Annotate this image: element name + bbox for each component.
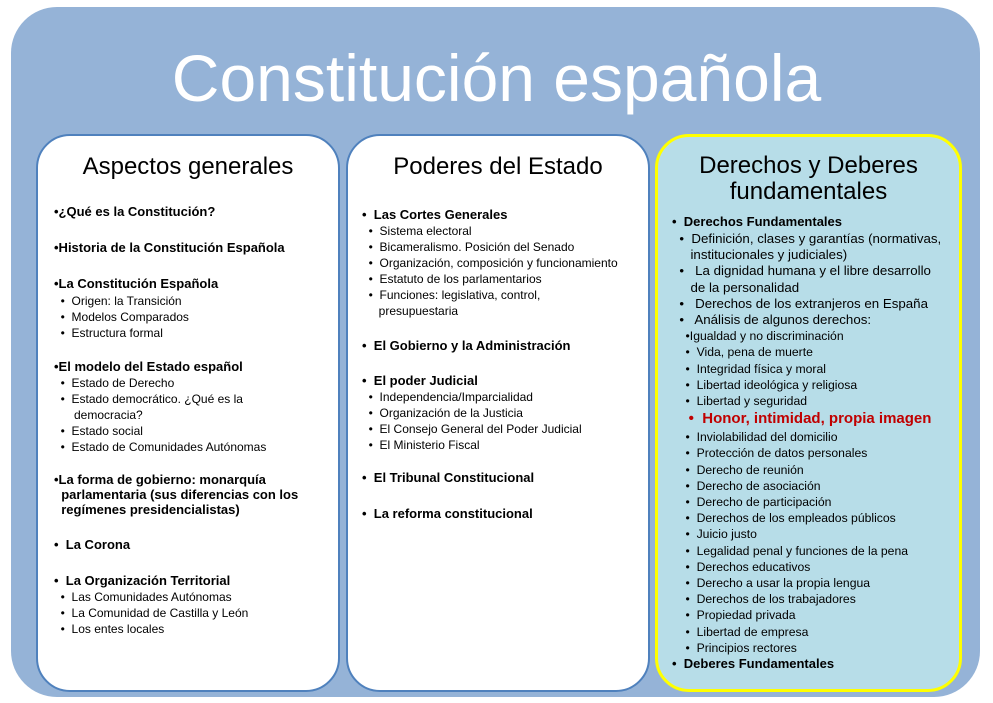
list-item: • Estado democrático. ¿Qué es la democracia? [60, 392, 243, 422]
list-item: • Juicio justo [672, 527, 757, 542]
column-items [672, 214, 962, 671]
section-heading: •La forma de gobierno: monarquía parlamentaria (sus diferencias con los regímenes presidencialistas) [54, 472, 299, 517]
list-item: • Integridad física y moral [672, 361, 826, 376]
section-heading: • Las Cortes Generales [362, 207, 508, 222]
section-heading: • Deberes Fundamentales [672, 656, 835, 672]
section-heading: • La Organización Territorial [54, 573, 231, 588]
list-item: • Legalidad penal y funciones de la pena [672, 543, 909, 558]
list-item: • Honor, intimidad, propia imagen [672, 410, 932, 428]
list-item: • Análisis de algunos derechos: [672, 312, 872, 328]
column-poderes-del-estado [346, 134, 650, 692]
list-item: • Derechos educativos [672, 559, 811, 574]
list-item: • Derechos de los trabajadores [672, 592, 856, 607]
list-item: • Modelos Comparados [54, 310, 189, 324]
list-item: • Libertad de empresa [672, 624, 809, 639]
list-item: • Estructura formal [54, 326, 163, 340]
list-item: • Organización de la Justicia [362, 406, 523, 420]
section-heading: • El Gobierno y la Administración [362, 338, 571, 353]
diagram-title: Constitución española [171, 41, 822, 115]
column-aspectos-generales [36, 134, 340, 692]
section-heading: •¿Qué es la Constitución? [54, 204, 216, 219]
list-item: • La dignidad humana y el libre desarrollo de la personalidad [679, 263, 931, 295]
column-items [54, 204, 340, 637]
list-item: • Sistema electoral [362, 224, 472, 238]
list-item: • Definición, clases y garantías (normativas, institucionales y judiciales) [679, 231, 942, 263]
list-item: • Derechos de los extranjeros en España [672, 295, 928, 311]
list-item: • La Comunidad de Castilla y León [54, 606, 249, 620]
section-heading: •La Constitución Española [54, 276, 219, 291]
section-heading: • El Tribunal Constitucional [362, 470, 535, 485]
list-item: • Estatuto de los parlamentarios [362, 272, 542, 286]
column-derechos-y-deberes [655, 134, 962, 692]
list-item: • Organización, composición y funcionamiento [362, 256, 618, 270]
list-item: • Libertad y seguridad [672, 394, 808, 409]
section-heading: • El poder Judicial [362, 373, 478, 388]
section-heading: •El modelo del Estado español [54, 359, 243, 374]
list-item: •Igualdad y no discriminación [672, 329, 844, 344]
list-item: • Estado de Comunidades Autónomas [54, 440, 267, 454]
list-item: • El Consejo General del Poder Judicial [362, 422, 582, 436]
list-item: • Derecho de reunión [672, 462, 804, 477]
list-item: • Derechos de los empleados públicos [672, 511, 896, 526]
list-item: • Libertad ideológica y religiosa [672, 377, 858, 392]
list-item: • El Ministerio Fiscal [362, 438, 480, 452]
list-item: • Derecho de participación [672, 495, 832, 510]
list-item: • Protección de datos personales [672, 446, 868, 461]
list-item: • Inviolabilidad del domicilio [672, 430, 838, 445]
list-item: • Principios rectores [672, 640, 797, 655]
list-item: • Derecho de asociación [672, 478, 821, 493]
section-heading: • La Corona [54, 537, 131, 552]
list-item: • Estado social [54, 424, 143, 438]
list-item: • Bicameralismo. Posición del Senado [362, 240, 575, 254]
column-title: Aspectos generales [82, 153, 294, 180]
column-items [362, 207, 648, 521]
list-item: • Origen: la Transición [54, 294, 182, 308]
list-item: • Estado de Derecho [54, 376, 175, 390]
section-heading: • La reforma constitucional [362, 506, 533, 521]
section-heading: • Derechos Fundamentales [672, 214, 842, 229]
list-item: • Derecho a usar la propia lengua [672, 576, 871, 591]
list-item: • Los entes locales [54, 622, 165, 636]
column-title: Derechos y Deberes fundamentales [699, 152, 918, 205]
section-heading: •Historia de la Constitución Española [54, 240, 285, 255]
list-item: • Las Comunidades Autónomas [54, 590, 232, 604]
list-item: • Independencia/Imparcialidad [362, 390, 533, 404]
list-item: • Funciones: legislativa, control, presupuestaria [368, 288, 541, 318]
column-title: Poderes del Estado [393, 153, 603, 180]
list-item: • Vida, pena de muerte [672, 345, 813, 360]
list-item: • Propiedad privada [672, 608, 796, 623]
